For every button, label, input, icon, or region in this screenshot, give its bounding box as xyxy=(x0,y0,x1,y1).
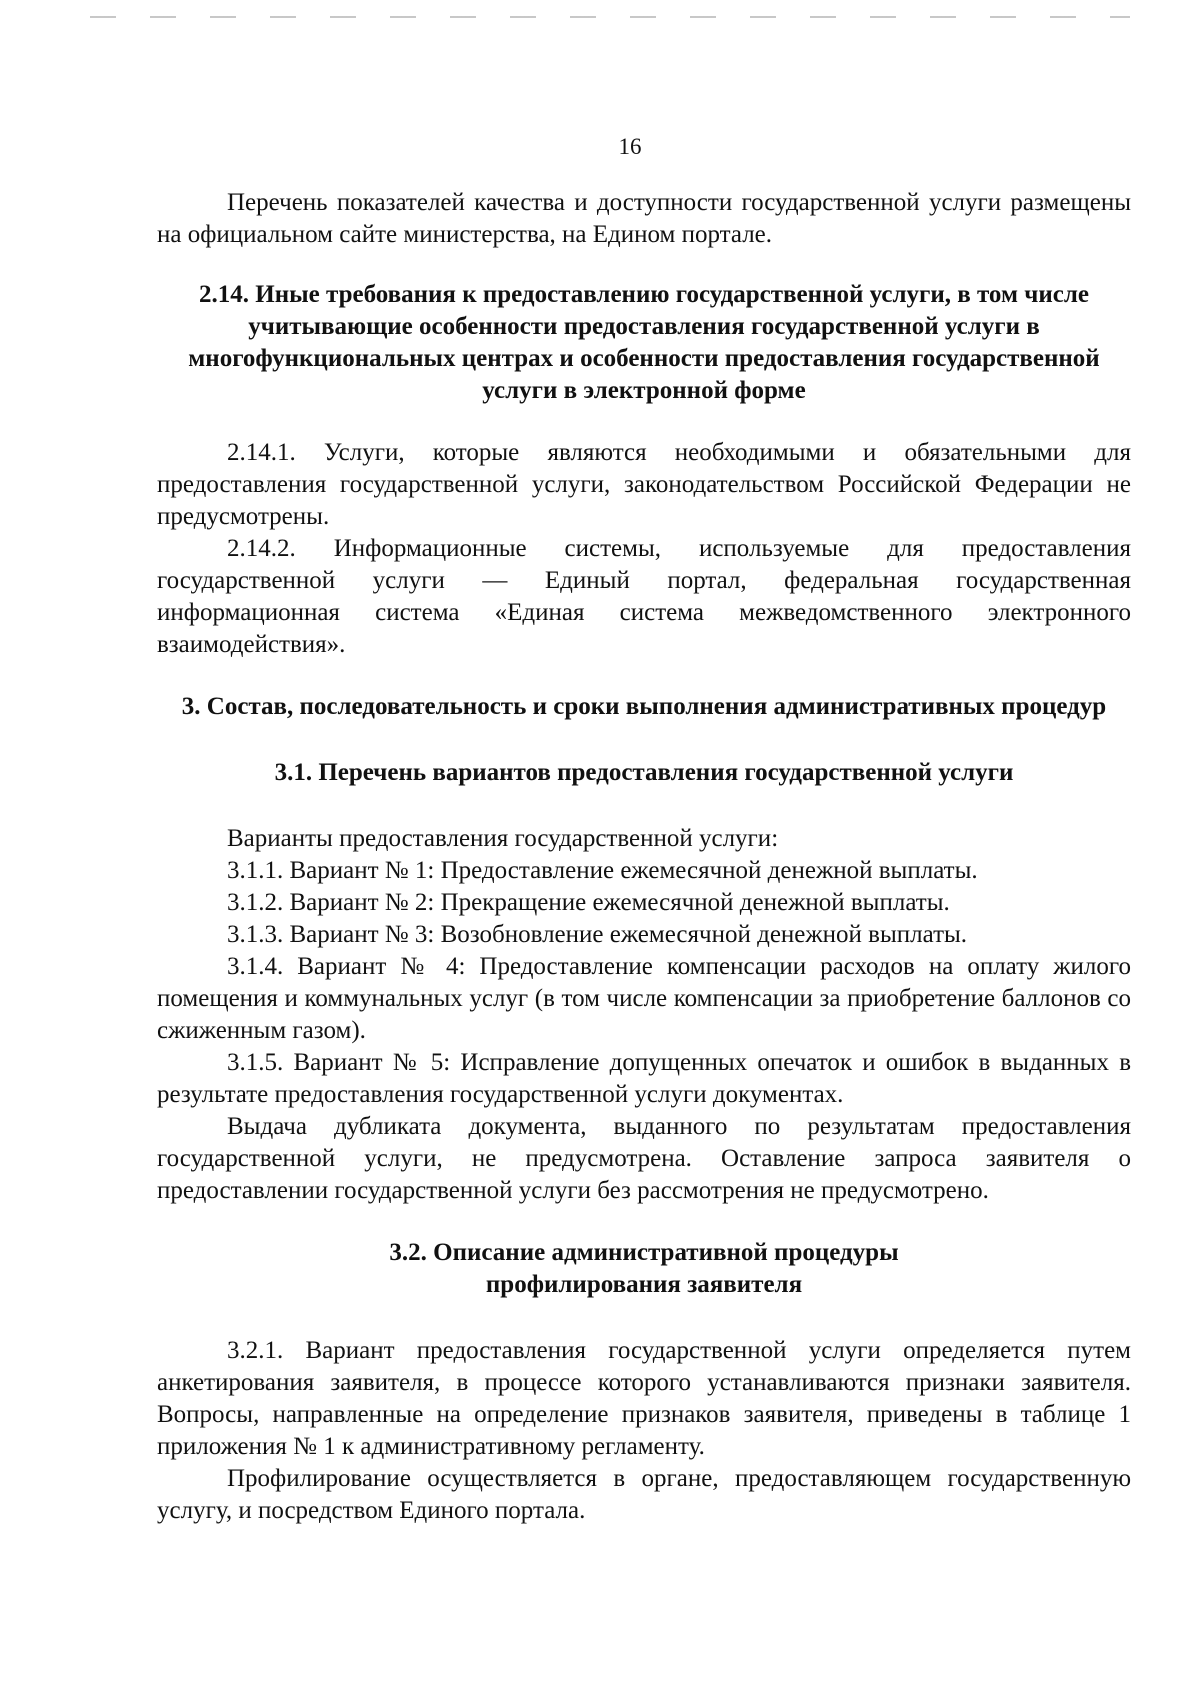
document-body xyxy=(157,187,1131,1527)
intro-paragraph: Перечень показателей качества и доступности государственной услуги размещены на официальном сайте министерства, на Едином портале. xyxy=(157,189,1131,248)
section-2-14-1-paragraph: 2.14.1. Услуги, которые являются необходимыми и обязательными для предоставления государственной услуги, законодательством Российской Федерации не предусмотрены. xyxy=(157,439,1131,530)
section-2-14-2-paragraph: 2.14.2. Информационные системы, используемые для предоставления государственной услуги — Единый портал, федеральная государственная информационная система «Единая система межведомственного электронного взаимодействия». xyxy=(157,535,1131,658)
profiling-paragraph: Профилирование осуществляется в органе, предоставляющем государственную услугу, и посредством Единого портала. xyxy=(157,1465,1131,1524)
section-3-heading: 3. Состав, последовательность и сроки выполнения административных процедур xyxy=(181,693,1107,720)
variant-item-3: 3.1.3. Вариант № 3: Возобновление ежемесячной денежной выплаты. xyxy=(227,921,968,948)
section-3-1-heading: 3.1. Перечень вариантов предоставления государственной услуги xyxy=(274,759,1014,786)
page-number: 16 xyxy=(618,134,642,159)
variant-item-5: 3.1.5. Вариант № 5: Исправление допущенных опечаток и ошибок в выданных в результате предоставления государственной услуги документах. xyxy=(157,1049,1131,1108)
section-3-2-heading-line1: 3.2. Описание административной процедуры xyxy=(389,1239,899,1266)
variant-item-1: 3.1.1. Вариант № 1: Предоставление ежемесячной денежной выплаты. xyxy=(227,857,978,884)
section-2-14-heading: 2.14. Иные требования к предоставлению государственной услуги, в том числе учитывающие особенности предоставления государственной услуги в многофункциональных центрах и особенности предоставления государственной услуги в электронной форме xyxy=(188,281,1100,404)
variant-item-2: 3.1.2. Вариант № 2: Прекращение ежемесячной денежной выплаты. xyxy=(227,889,950,916)
variants-closing-paragraph: Выдача дубликата документа, выданного по результатам предоставления государственной услуги, не предусмотрена. Оставление запроса заявителя о предоставлении государственной услуги без рассмотрения не предусмотрено. xyxy=(157,1113,1131,1204)
variants-intro: Варианты предоставления государственной услуги: xyxy=(227,825,779,852)
variant-item-4: 3.1.4. Вариант № 4: Предоставление компенсации расходов на оплату жилого помещения и коммунальных услуг (в том числе компенсации за приобретение баллонов со сжиженным газом). xyxy=(157,953,1131,1044)
section-3-2-heading xyxy=(157,1237,1131,1301)
scan-edge-artifact xyxy=(90,16,1130,18)
section-3-2-heading-line2: профилирования заявителя xyxy=(485,1271,803,1298)
section-3-2-1-paragraph: 3.2.1. Вариант предоставления государственной услуги определяется путем анкетирования заявителя, в процессе которого устанавливаются признаки заявителя. Вопросы, направленные на определение признаков заявителя, приведены в таблице 1 приложения № 1 к административному регламенту. xyxy=(157,1337,1131,1460)
